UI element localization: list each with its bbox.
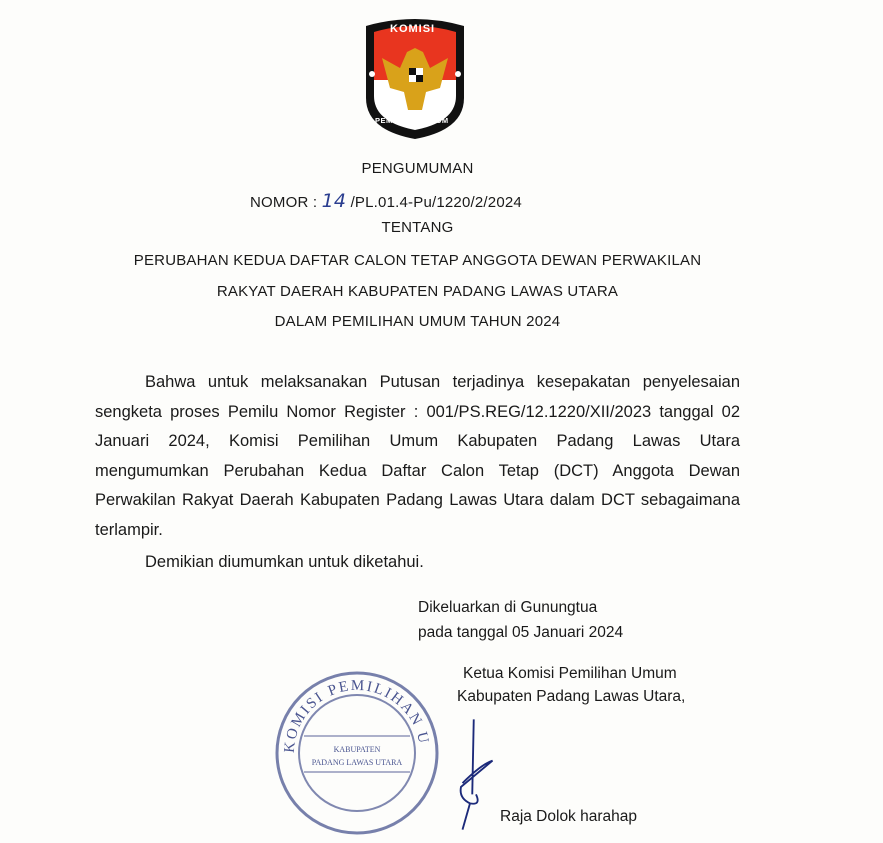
signer-position-1: Ketua Komisi Pemilihan Umum <box>463 665 677 682</box>
logo-top-text: KOMISI <box>390 23 436 35</box>
body-line: terlampir. <box>95 520 163 539</box>
subject-line-3: DALAM PEMILIHAN UMUM TAHUN 2024 <box>274 313 561 330</box>
svg-text:KOMISI PEMILIHAN UMUM <box>272 668 432 753</box>
signer-position-2: Kabupaten Padang Lawas Utara, <box>457 688 686 705</box>
nomor-suffix: /PL.01.4-Pu/1220/2/2024 <box>350 194 522 211</box>
body-line: mengumumkan Perubahan Kedua Daftar Calon Tetap (DCT) Anggota Dewan <box>95 461 740 480</box>
body-paragraph <box>95 368 740 545</box>
subject-line-2: RAKYAT DAERAH KABUPATEN PADANG LAWAS UTARA <box>216 283 619 300</box>
issued-at: Dikeluarkan di Gunungtua <box>418 599 598 616</box>
signer-name: Raja Dolok harahap <box>500 808 638 825</box>
stamp-center-line-1: KABUPATEN <box>333 745 381 754</box>
handwritten-signature <box>440 712 500 837</box>
body-line: Bahwa untuk melaksanakan Putusan terjadinya kesepakatan penyelesaian <box>145 373 740 391</box>
stamp-center-line-2: PADANG LAWAS UTARA <box>311 758 403 767</box>
closing-sentence: Demikian diumumkan untuk diketahui. <box>145 553 424 571</box>
body-line: Januari 2024, Komisi Pemilihan Umum Kabupaten Padang Lawas Utara <box>95 432 740 450</box>
tentang-label: TENTANG <box>381 219 454 236</box>
stamp-ring-text: KOMISI PEMILIHAN U <box>281 677 432 754</box>
nomor-label: NOMOR : <box>250 194 318 211</box>
logo-bottom-text: PEMILIHAN UMUM <box>375 116 449 125</box>
subject-line-1: PERUBAHAN KEDUA DAFTAR CALON TETAP ANGGOTA DEWAN PERWAKILAN <box>133 252 702 269</box>
body-line: Perwakilan Rakyat Daerah Kabupaten Padang Lawas Utara dalam DCT sebagaimana <box>95 491 740 509</box>
kpu-logo <box>360 18 470 140</box>
nomor-handwritten: 14 <box>321 190 347 212</box>
announcement-title: PENGUMUMAN <box>361 160 474 177</box>
official-stamp <box>272 668 442 838</box>
body-line: sengketa proses Pemilu Nomor Register : 001/PS.REG/12.1220/XII/2023 tanggal 02 <box>95 402 740 421</box>
issued-date: pada tanggal 05 Januari 2024 <box>418 624 624 641</box>
announcement-number <box>250 190 522 212</box>
